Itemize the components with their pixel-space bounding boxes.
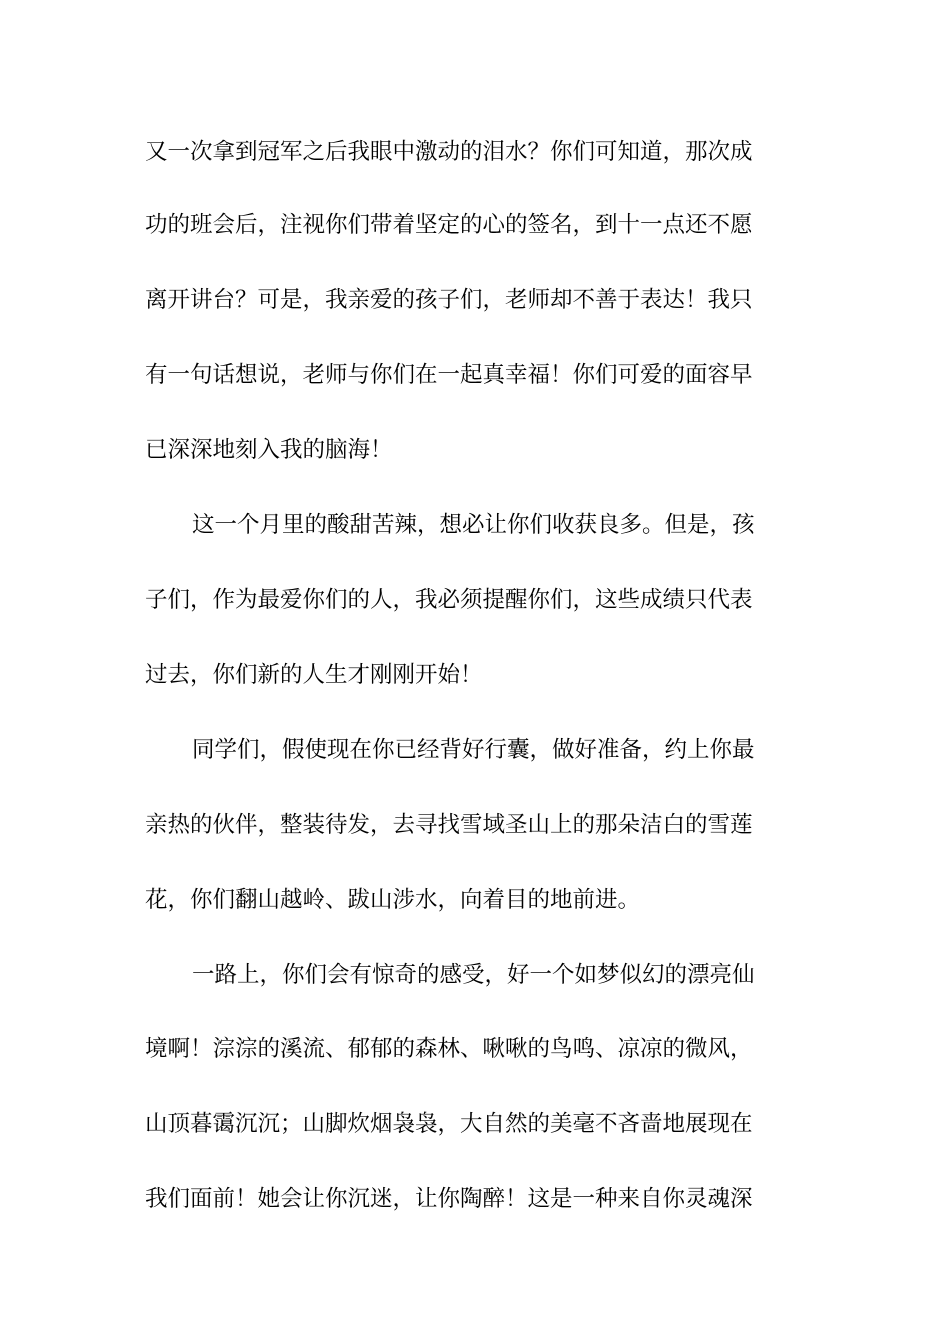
text-line: 又一次拿到冠军之后我眼中激动的泪水？你们可知道，那次成	[145, 139, 753, 165]
text-line: 山顶暮霭沉沉；山脚炊烟袅袅，大自然的美毫不吝啬地展现在	[145, 1111, 753, 1137]
text-line: 功的班会后，注视你们带着坚定的心的签名，到十一点还不愿	[145, 212, 753, 238]
text-line: 过去，你们新的人生才刚刚开始！	[145, 662, 483, 688]
text-line: 离开讲台？可是，我亲爱的孩子们，老师却不善于表达！我只	[145, 287, 753, 313]
text-line: 子们，作为最爱你们的人，我必须提醒你们，这些成绩只代表	[145, 587, 753, 613]
paragraph-start-line: 这一个月里的酸甜苦辣，想必让你们收获良多。但是，孩	[192, 512, 755, 538]
text-line: 有一句话想说，老师与你们在一起真幸福！你们可爱的面容早	[145, 362, 753, 388]
text-line: 已深深地刻入我的脑海！	[145, 437, 393, 463]
text-line: 我们面前！她会让你沉迷，让你陶醉！这是一种来自你灵魂深	[145, 1186, 753, 1212]
paragraph-start-line: 同学们，假使现在你已经背好行囊，做好准备，约上你最	[192, 737, 755, 763]
text-line: 境啊！淙淙的溪流、郁郁的森林、啾啾的鸟鸣、凉凉的微风，	[145, 1036, 753, 1062]
paragraph-start-line: 一路上，你们会有惊奇的感受，好一个如梦似幻的漂亮仙	[192, 962, 755, 988]
text-line: 花，你们翻山越岭、跋山涉水，向着目的地前进。	[145, 887, 641, 913]
text-line: 亲热的伙伴，整装待发，去寻找雪域圣山上的那朵洁白的雪莲	[145, 812, 753, 838]
